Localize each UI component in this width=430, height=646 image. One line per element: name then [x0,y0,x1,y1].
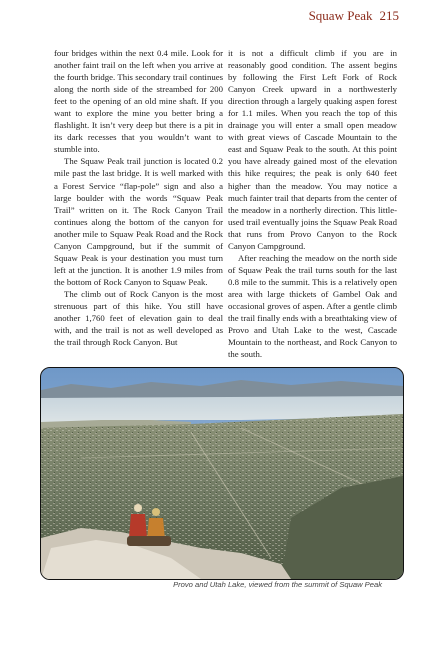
photo-caption: Provo and Utah Lake, viewed from the summit of Squaw Peak [173,580,382,589]
paragraph: it is not a difficult climb if you are in reasonably good condition. The assent begins by following the First Left Fork of Rock Canyon Creek upward in a northwesterly direction through a largely quaking aspen forest for 1.1 miles. When you reach the top of this drainage you will enter a small open meadow with great views of Cascade Mountain to the east and Squaw Peak to the south. At this point you have already gained most of the elevation this hike requires; the peak is only 640 feet higher than the meadow. You may notice a much fainter trail that departs from the center of the meadow in a northerly direction. This little-used trail eventually joins the Squaw Peak Road that runs from Provo Canyon to the Rock Canyon Campground. [228,48,397,251]
running-header [309,8,399,24]
header-title: Squaw Peak [308,8,373,23]
left-column [54,47,223,348]
paragraph: The Squaw Peak trail junction is located 0.2 mile past the last bridge. It is well marked with a Forest Service “flap-pole” sign and also a large boulder with the words “Squaw Peak Trail” written on it. The Rock Canyon Trail continues along the bottom of the canyon for another mile to Squaw Peak Road and the Rock Canyon Campground, but if the summit of Squaw Peak is your destination you must turn left at the junction. It is another 1.9 miles from the bottom of Rock Canyon to Squaw Peak. [54,156,223,287]
paragraph: The climb out of Rock Canyon is the most strenuous part of this hike. You still have another 1,760 feet of elevation gain to deal with, and the trail is not as well developed as the trail through Rock Canyon. But [54,288,223,348]
paragraph: four bridges within the next 0.4 mile. Look for another faint trail on the left when you arrive at the fourth bridge. This secondary trail continues along the north side of the streambed for 200 feet to the opening of an old mine shaft. If you want to explore the mine you better bring a flashlight. It isn’t very deep but there is a pit in its dark recesses that you wouldn’t want to stumble into. [54,48,223,155]
summit-photo [40,367,404,580]
page-number: 215 [379,8,399,23]
right-column [228,47,397,360]
landscape-illustration [41,368,403,579]
paragraph: After reaching the meadow on the north side of Squaw Peak the trail turns south for the last 0.8 mile to the summit. This is a relatively open area with large thickets of Gambel Oak and occasional groves of aspen. After a gentle climb the trail finally ends with a breathtaking view of Provo and Utah Lake to the west, Cascade Mountain to the northeast, and Rock Canyon to the south. [228,252,397,360]
